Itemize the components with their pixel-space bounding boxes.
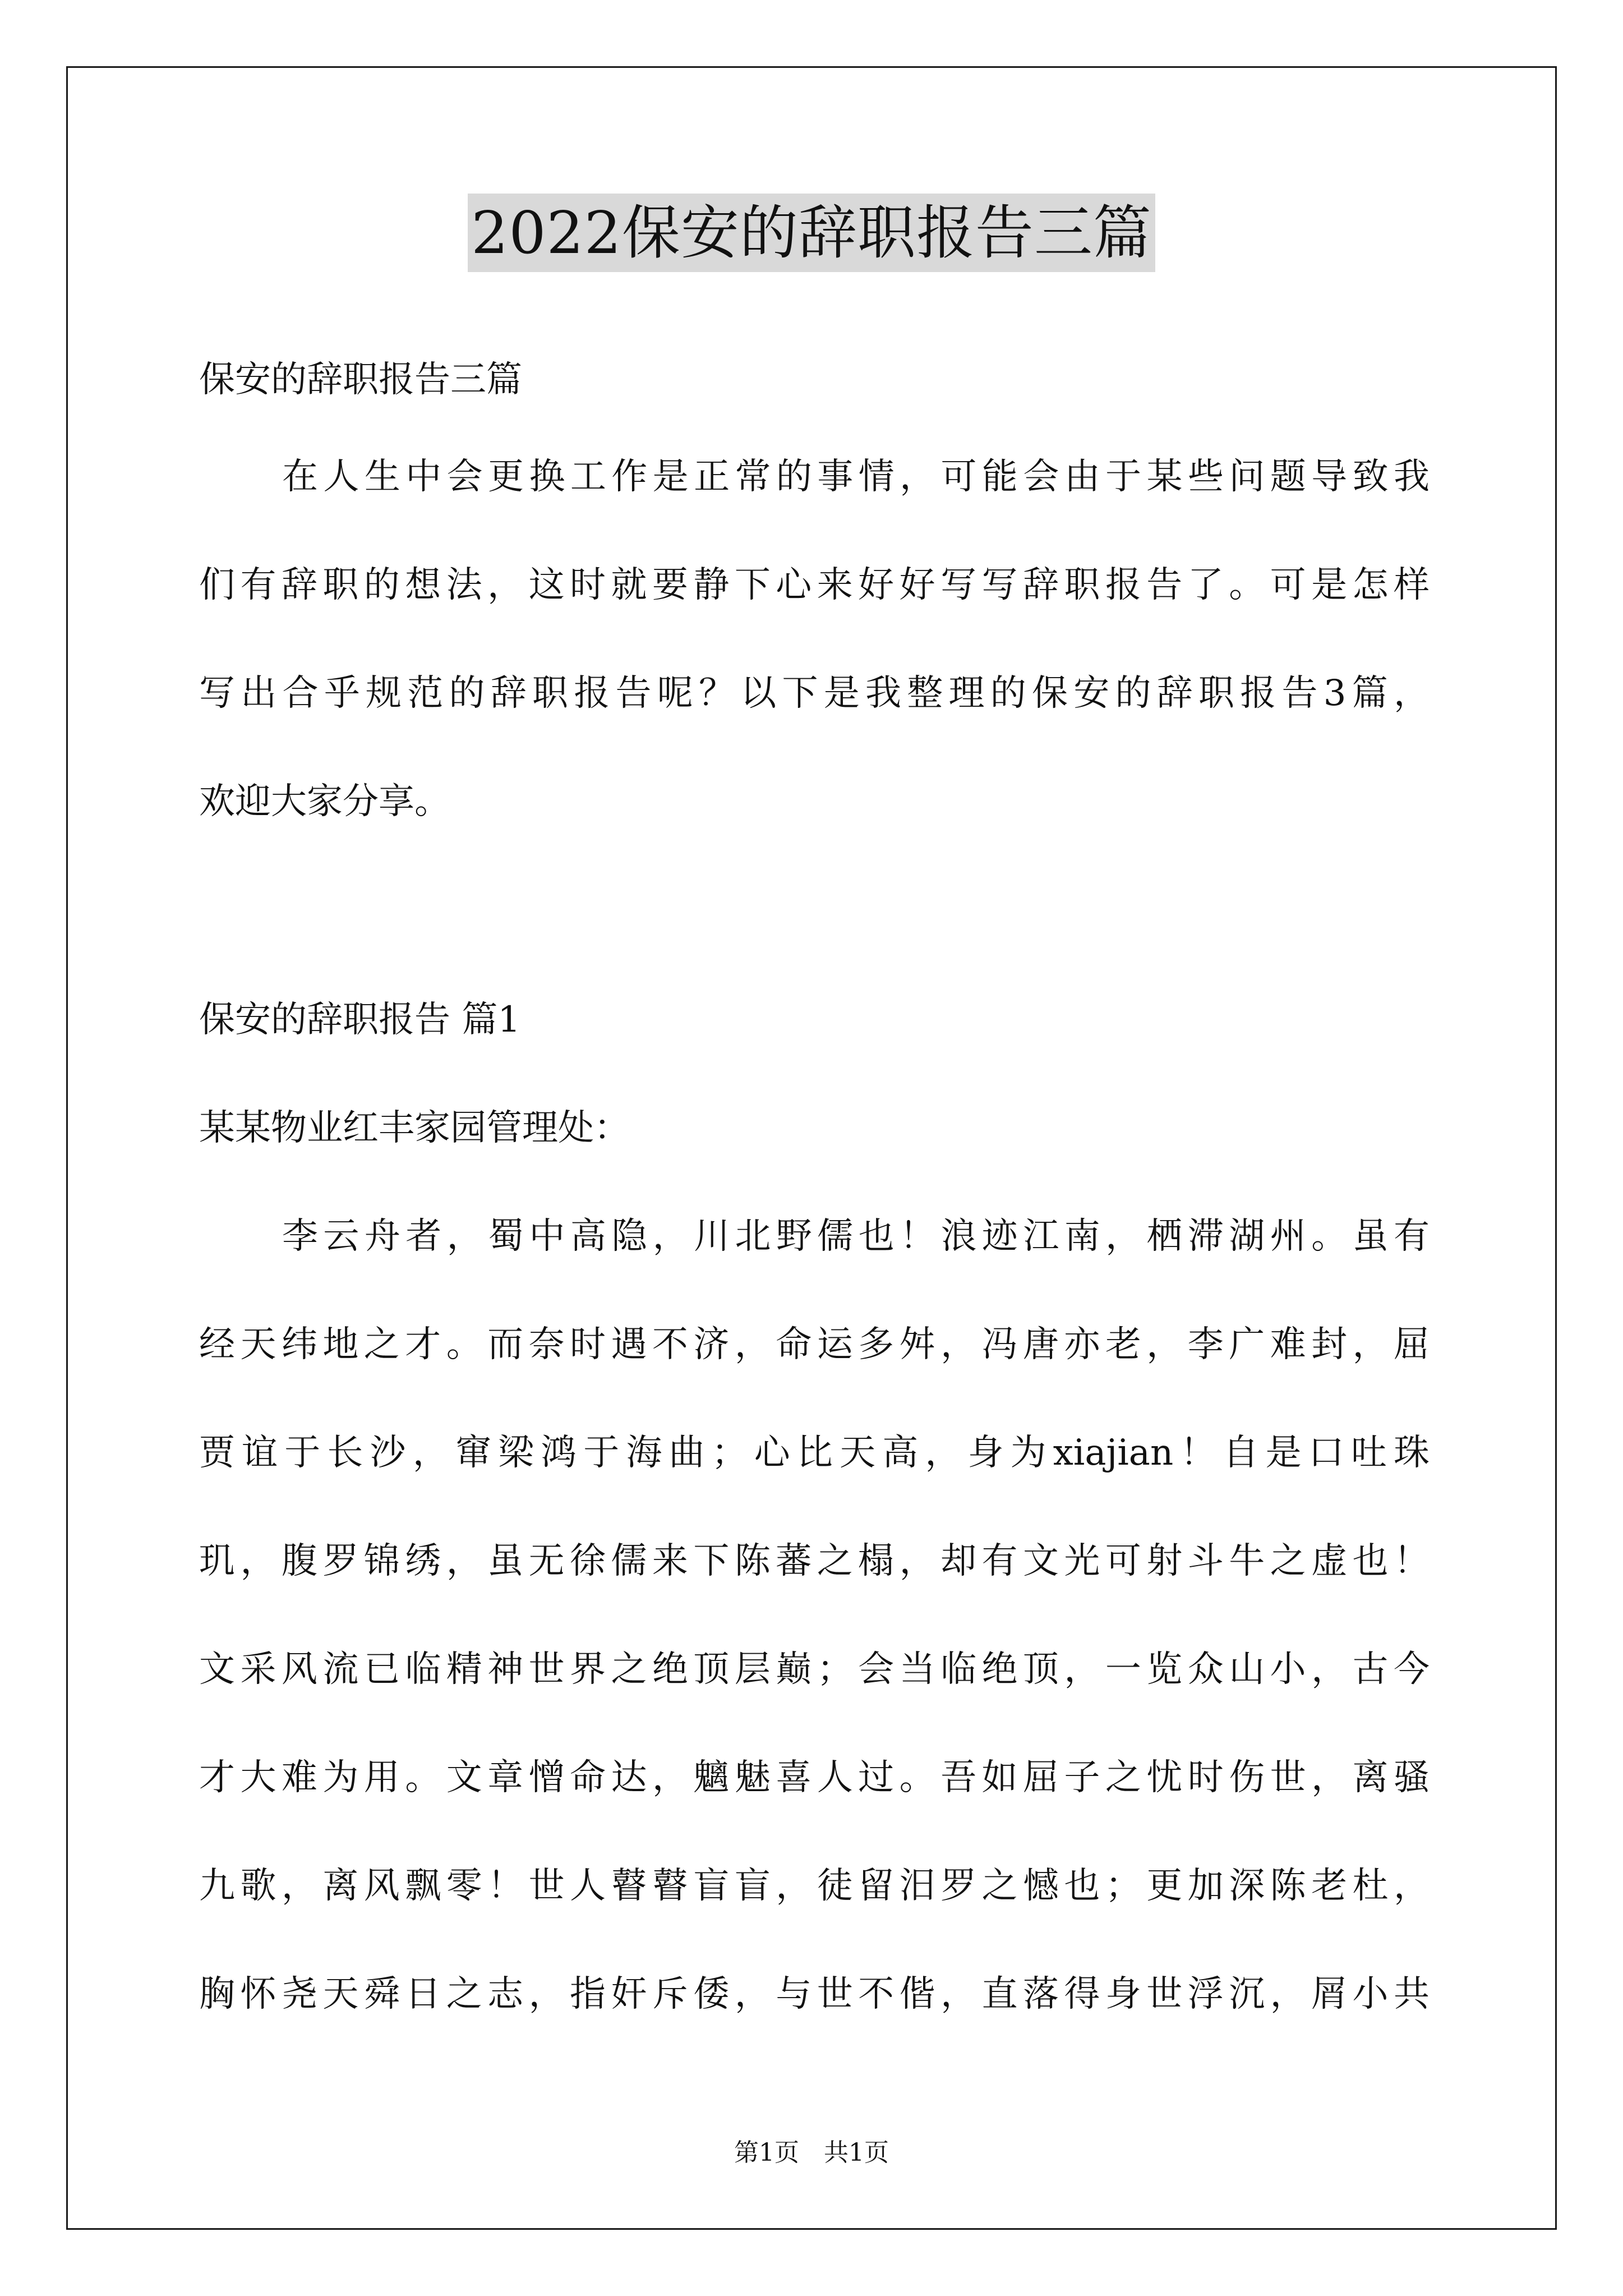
body-line: 文采风流已临精神世界之绝顶层巅；会当临绝顶，一览众山小，古今 [199,1649,1430,1690]
salutation: 某某物业红丰家园管理处： [199,1107,630,1149]
body-line: 九歌，离风飘零！世人瞽瞽盲盲，徒留汨罗之憾也；更加深陈老杜， [199,1865,1430,1907]
body-line: 胸怀尧天舜日之志，指奸斥倭，与世不偕，直落得身世浮沉，屑小共 [199,1973,1430,2015]
section-heading: 保安的辞职报告 篇1 [199,999,521,1041]
body-line: 玑，腹罗锦绣，虽无徐儒来下陈蕃之榻，却有文光可射斗牛之虚也！ [199,1540,1430,1582]
body-line: 才大难为用。文章憎命达，魑魅喜人过。吾如屈子之忧时伤世，离骚 [199,1757,1430,1798]
intro-line: 欢迎大家分享。 [199,781,450,822]
body-line: 李云舟者，蜀中高隐，川北野儒也！浪迹江南，栖滞湖州。虽有 [282,1216,1430,1257]
title-container [0,194,1623,272]
page-footer: 第1页 共1页 [734,2138,889,2167]
document-subtitle: 保安的辞职报告三篇 [199,359,522,401]
intro-line: 在人生中会更换工作是正常的事情，可能会由于某些问题导致我 [282,456,1430,498]
intro-line: 写出合乎规范的辞职报告呢？以下是我整理的保安的辞职报告3篇， [199,673,1430,714]
body-line: 经天纬地之才。而奈时遇不济，命运多舛，冯唐亦老，李广难封，屈 [199,1324,1430,1365]
intro-line: 们有辞职的想法，这时就要静下心来好好写写辞职报告了。可是怎样 [199,564,1430,606]
document-title: 2022保安的辞职报告三篇 [468,194,1155,272]
body-line: 贾谊于长沙，窜梁鸿于海曲；心比天高，身为xiajian！自是口吐珠 [199,1432,1430,1474]
